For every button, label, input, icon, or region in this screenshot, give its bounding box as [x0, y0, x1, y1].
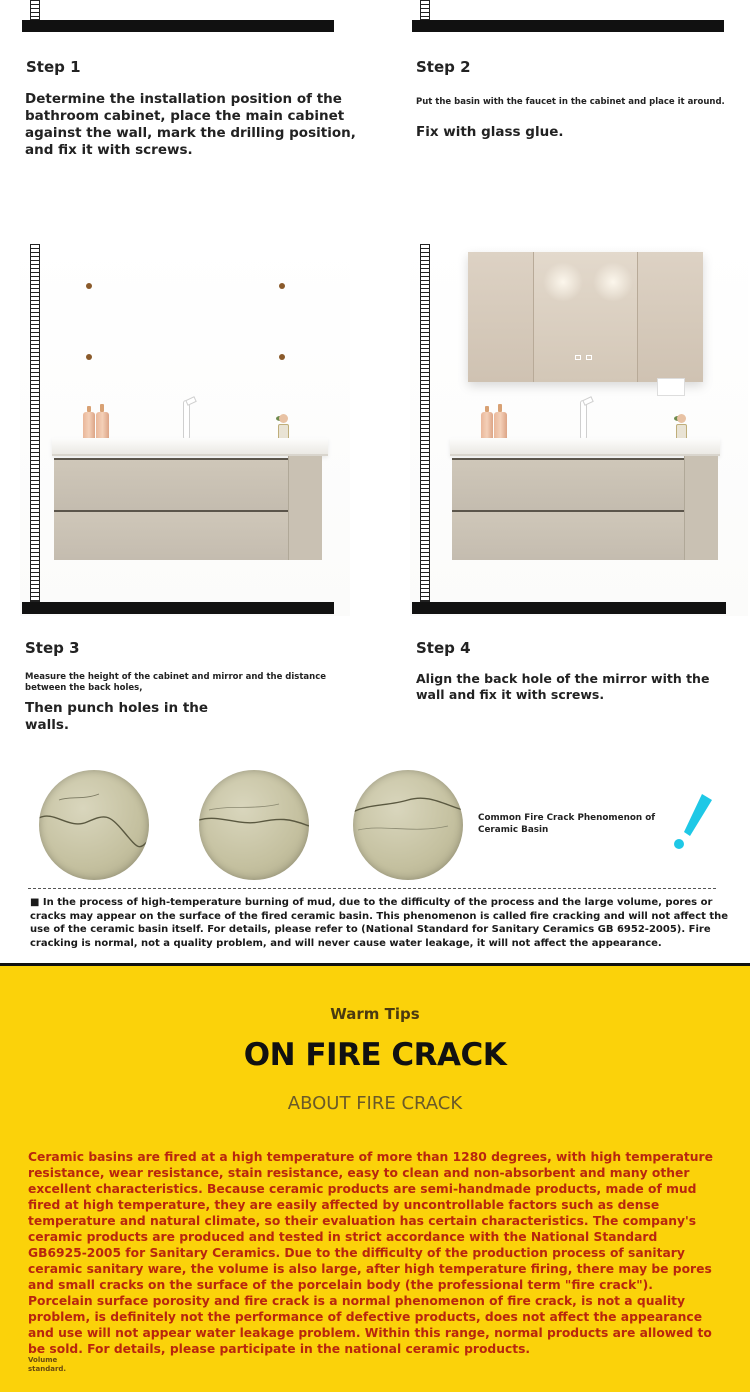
touch-switch-icon	[586, 355, 592, 360]
step-1-text: Determine the installation position of the bathroom cabinet, place the main cabinet against the wall, mark the drilling position, and fix it with screws.	[25, 91, 356, 158]
wall-hatch-step-3	[30, 244, 40, 602]
warm-tips-label: Warm Tips	[330, 1005, 420, 1023]
cabinet-side-panel	[288, 456, 322, 560]
warm-tips-footnote-2: standard.	[28, 1365, 67, 1373]
step-1-title: Step 1	[26, 58, 81, 76]
cabinet-drawer-top	[54, 458, 288, 510]
fire-crack-note: ■ In the process of high-temperature burning of mud, due to the difficulty of the process and the large volume, pores or cracks may appear on the surface of the fired ceramic basin. This phenomenon is called fire cracking and will not affect the use of the ceramic basin itself. For details, please refer to (National Standard for Sanitary Ceramics GB 6952-2005). Fire cracking is normal, not a quality problem, and will never cause water leakage, it will not affect the appearance.	[30, 897, 729, 949]
mirror-cabinet	[468, 252, 703, 382]
screw-hole-mark	[86, 283, 92, 289]
screw-hole-mark	[279, 354, 285, 360]
step-3-text: Then punch holes in the walls.	[25, 700, 209, 733]
wall-hatch-left-top	[30, 0, 40, 20]
basin-countertop	[52, 438, 328, 456]
fire-crack-sample-2	[199, 770, 309, 880]
floor-bar-step-3	[22, 602, 334, 614]
section-divider	[28, 888, 716, 889]
step-2-title: Step 2	[416, 58, 471, 76]
fire-crack-sample-1	[39, 770, 149, 880]
floor-bar-step-4	[412, 602, 726, 614]
warm-tips-section	[0, 963, 750, 1392]
mirror-light-glow	[593, 262, 633, 302]
soap-bottle-cap	[100, 404, 104, 412]
screw-hole-mark	[279, 283, 285, 289]
soap-bottle-cap	[498, 404, 502, 412]
flower	[677, 414, 686, 423]
floor-bar-right-top	[412, 20, 724, 32]
cabinet-side-panel	[684, 456, 718, 560]
wall-hatch-step-4	[420, 244, 430, 602]
step-2-small-text: Put the basin with the faucet in the cabinet and place it around.	[416, 97, 725, 107]
cabinet-drawer-top	[452, 458, 684, 510]
tissue-box	[657, 378, 685, 396]
step-2-text: Fix with glass glue.	[416, 124, 564, 140]
step-4-text: Align the back hole of the mirror with the wall and fix it with screws.	[416, 671, 710, 702]
cabinet-drawer-bottom	[452, 510, 684, 560]
mirror-door-left	[468, 252, 534, 382]
step-3-title: Step 3	[25, 639, 80, 657]
exclamation-mark-icon	[668, 786, 718, 856]
faucet	[580, 400, 587, 440]
touch-switch-icon	[575, 355, 581, 360]
mirror-light-glow	[543, 262, 583, 302]
fire-crack-sample-3	[353, 770, 463, 880]
warm-tips-body: Ceramic basins are fired at a high temperature of more than 1280 degrees, with high temperature resistance, wear resistance, stain resistance, easy to clean and non-absorbent and many other excellent characteristics. Because ceramic products are semi-handmade products, made of mud fired at high temperature, they are easily affected by uncontrollable factors such as dense temperature and natural climate, so their evaluation has certain characteristics. The company's ceramic products are produced and tested in strict accordance with the National Standard GB6925-2005 for Sanitary Ceramics. Due to the difficulty of the production process of sanitary ceramic sanitary ware, the volume is also large, after high temperature firing, there may be pores and small cracks on the surface of the porcelain body (the professional term "fire crack"). Porcelain surface porosity and fire crack is a normal phenomenon of fire crack, is not a quality problem, is definitely not the performance of defective products, does not affect the appearance and use will not appear water leakage problem. Within this range, normal products are allowed to be sold. For details, please participate in the national ceramic products.	[28, 1150, 713, 1356]
basin-countertop	[450, 438, 720, 456]
wall-hatch-right-top	[420, 0, 430, 20]
warm-tips-footnote-1: Volume	[28, 1356, 58, 1364]
fire-crack-caption: Common Fire Crack Phenomenon of Ceramic Basin	[478, 813, 656, 835]
warm-tips-subtitle: ABOUT FIRE CRACK	[287, 1093, 463, 1114]
cabinet-drawer-bottom	[54, 510, 288, 560]
screw-hole-mark	[86, 354, 92, 360]
floor-bar-left-top	[22, 20, 334, 32]
flower	[279, 414, 288, 423]
step-4-title: Step 4	[416, 639, 471, 657]
faucet	[183, 400, 190, 440]
warm-tips-title: ON FIRE CRACK	[243, 1037, 507, 1073]
step-3-small-text: Measure the height of the cabinet and mirror and the distance between the back holes,	[25, 672, 327, 693]
